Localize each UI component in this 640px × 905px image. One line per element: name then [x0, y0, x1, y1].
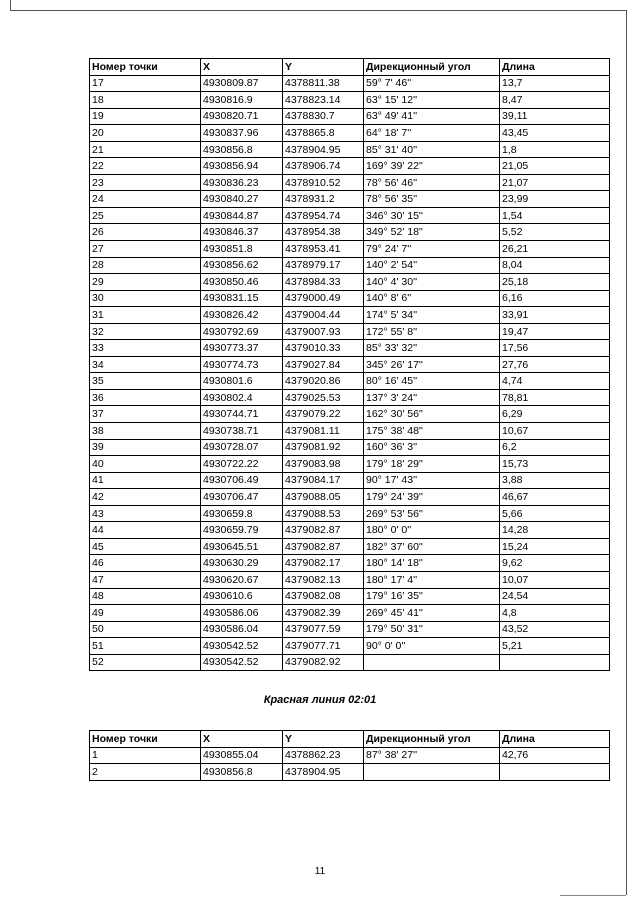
cell-length: 21,07	[500, 174, 610, 191]
cell-y: 4378954.38	[283, 224, 364, 241]
cell-length: 1,8	[500, 141, 610, 158]
cell-x: 4930816.9	[201, 92, 283, 109]
table-row	[90, 605, 610, 622]
cell-x: 4930846.37	[201, 224, 283, 241]
cell-x: 4930610.6	[201, 588, 283, 605]
cell-length: 78,81	[500, 389, 610, 406]
cell-bearing: 180° 0' 0''	[364, 522, 500, 539]
cell-y: 4379000.49	[283, 290, 364, 307]
cell-bearing: 179° 24' 39''	[364, 489, 500, 506]
cell-point-number: 29	[90, 274, 201, 291]
cell-y: 4378906.74	[283, 158, 364, 175]
cell-x: 4930645.51	[201, 538, 283, 555]
cell-x: 4930738.71	[201, 423, 283, 440]
cell-length: 43,45	[500, 125, 610, 142]
table-row	[90, 571, 610, 588]
cell-point-number: 23	[90, 174, 201, 191]
table-header-row	[90, 731, 610, 748]
table-row	[90, 108, 610, 125]
cell-y: 4379082.13	[283, 571, 364, 588]
table-row	[90, 75, 610, 92]
cell-bearing: 179° 16' 35''	[364, 588, 500, 605]
cell-point-number: 51	[90, 638, 201, 655]
cell-point-number: 37	[90, 406, 201, 423]
table-row	[90, 747, 610, 764]
cell-length: 10,67	[500, 423, 610, 440]
cell-x: 4930831.15	[201, 290, 283, 307]
cell-point-number: 39	[90, 439, 201, 456]
header-x: X	[201, 731, 283, 748]
cell-point-number: 17	[90, 75, 201, 92]
cell-point-number: 24	[90, 191, 201, 208]
scan-border-top	[10, 10, 626, 11]
cell-y: 4379082.87	[283, 538, 364, 555]
cell-length: 43,52	[500, 621, 610, 638]
cell-point-number: 20	[90, 125, 201, 142]
table-row	[90, 638, 610, 655]
cell-y: 4379081.92	[283, 439, 364, 456]
cell-y: 4379082.92	[283, 654, 364, 671]
cell-bearing: 179° 50' 31''	[364, 621, 500, 638]
cell-length: 4,74	[500, 373, 610, 390]
cell-point-number: 22	[90, 158, 201, 175]
cell-y: 4378954.74	[283, 207, 364, 224]
cell-x: 4930586.04	[201, 621, 283, 638]
cell-length: 42,76	[500, 747, 610, 764]
cell-point-number: 25	[90, 207, 201, 224]
cell-y: 4378953.41	[283, 241, 364, 258]
cell-bearing: 90° 17' 43''	[364, 472, 500, 489]
header-bearing: Дирекционный угол	[364, 731, 500, 748]
cell-x: 4930659.79	[201, 522, 283, 539]
cell-bearing	[364, 654, 500, 671]
cell-point-number: 36	[90, 389, 201, 406]
cell-y: 4379010.33	[283, 340, 364, 357]
table-row	[90, 764, 610, 781]
header-length: Длина	[500, 731, 610, 748]
cell-bearing: 180° 14' 18''	[364, 555, 500, 572]
cell-bearing: 78° 56' 35''	[364, 191, 500, 208]
table-row	[90, 307, 610, 324]
header-bearing: Дирекционный угол	[364, 59, 500, 76]
cell-x: 4930620.67	[201, 571, 283, 588]
cell-y: 4378811.38	[283, 75, 364, 92]
cell-length: 21,05	[500, 158, 610, 175]
cell-length: 14,28	[500, 522, 610, 539]
cell-length: 6,2	[500, 439, 610, 456]
cell-bearing: 182° 37' 60''	[364, 538, 500, 555]
cell-length: 8,47	[500, 92, 610, 109]
cell-y: 4378830.7	[283, 108, 364, 125]
cell-point-number: 38	[90, 423, 201, 440]
cell-length: 5,52	[500, 224, 610, 241]
cell-length: 9,62	[500, 555, 610, 572]
cell-bearing: 63° 15' 12''	[364, 92, 500, 109]
scan-border-left	[10, 0, 11, 10]
cell-length: 26,21	[500, 241, 610, 258]
cell-y: 4379082.08	[283, 588, 364, 605]
cell-point-number: 27	[90, 241, 201, 258]
cell-y: 4378862.23	[283, 747, 364, 764]
header-y: Y	[283, 731, 364, 748]
cell-bearing: 349° 52' 18''	[364, 224, 500, 241]
cell-bearing: 345° 26' 17''	[364, 356, 500, 373]
cell-y: 4378865.8	[283, 125, 364, 142]
cell-bearing: 140° 4' 30''	[364, 274, 500, 291]
cell-x: 4930801.6	[201, 373, 283, 390]
cell-y: 4379004.44	[283, 307, 364, 324]
cell-point-number: 48	[90, 588, 201, 605]
cell-x: 4930844.87	[201, 207, 283, 224]
cell-x: 4930856.8	[201, 141, 283, 158]
cell-length	[500, 654, 610, 671]
table-row	[90, 406, 610, 423]
cell-point-number: 34	[90, 356, 201, 373]
cell-x: 4930802.4	[201, 389, 283, 406]
table-row	[90, 472, 610, 489]
page-number: 11	[314, 866, 326, 877]
cell-bearing: 346° 30' 15''	[364, 207, 500, 224]
table-row	[90, 621, 610, 638]
cell-length: 39,11	[500, 108, 610, 125]
table-row	[90, 522, 610, 539]
cell-y: 4379083.98	[283, 456, 364, 473]
cell-y: 4379020.86	[283, 373, 364, 390]
cell-length: 15,73	[500, 456, 610, 473]
cell-point-number: 46	[90, 555, 201, 572]
table-row	[90, 125, 610, 142]
cell-y: 4379025.53	[283, 389, 364, 406]
cell-x: 4930837.96	[201, 125, 283, 142]
cell-y: 4379088.53	[283, 505, 364, 522]
cell-x: 4930586.06	[201, 605, 283, 622]
cell-x: 4930792.69	[201, 323, 283, 340]
cell-y: 4379084.17	[283, 472, 364, 489]
cell-bearing: 90° 0' 0''	[364, 638, 500, 655]
cell-bearing: 174° 5' 34''	[364, 307, 500, 324]
scan-border-right	[626, 10, 627, 895]
table-row	[90, 158, 610, 175]
table-row	[90, 356, 610, 373]
table-row	[90, 323, 610, 340]
cell-x: 4930706.47	[201, 489, 283, 506]
table-row	[90, 257, 610, 274]
cell-x: 4930856.94	[201, 158, 283, 175]
cell-y: 4379007.93	[283, 323, 364, 340]
table-row	[90, 207, 610, 224]
table-row	[90, 290, 610, 307]
cell-x: 4930856.8	[201, 764, 283, 781]
cell-length: 10,07	[500, 571, 610, 588]
cell-length: 3,88	[500, 472, 610, 489]
cell-point-number: 28	[90, 257, 201, 274]
cell-y: 4378979.17	[283, 257, 364, 274]
cell-bearing: 179° 18' 29''	[364, 456, 500, 473]
cell-bearing: 64° 18' 7''	[364, 125, 500, 142]
table-row	[90, 456, 610, 473]
cell-x: 4930774.73	[201, 356, 283, 373]
cell-point-number: 44	[90, 522, 201, 539]
cell-length: 5,66	[500, 505, 610, 522]
cell-x: 4930836.23	[201, 174, 283, 191]
cell-y: 4379027.84	[283, 356, 364, 373]
cell-length: 24,54	[500, 588, 610, 605]
table-row	[90, 555, 610, 572]
cell-length: 33,91	[500, 307, 610, 324]
cell-point-number: 47	[90, 571, 201, 588]
cell-x: 4930728.07	[201, 439, 283, 456]
cell-y: 4379077.59	[283, 621, 364, 638]
table-row	[90, 241, 610, 258]
table-header-row	[90, 59, 610, 76]
coordinates-table	[89, 58, 610, 671]
cell-y: 4378931.2	[283, 191, 364, 208]
cell-bearing: 172° 55' 8''	[364, 323, 500, 340]
table-row	[90, 191, 610, 208]
cell-y: 4379077.71	[283, 638, 364, 655]
cell-bearing: 137° 3' 24''	[364, 389, 500, 406]
cell-bearing: 162° 30' 56''	[364, 406, 500, 423]
table-row	[90, 274, 610, 291]
cell-bearing: 269° 53' 56''	[364, 505, 500, 522]
header-point-number: Номер точки	[90, 59, 201, 76]
cell-point-number: 35	[90, 373, 201, 390]
cell-length: 23,99	[500, 191, 610, 208]
cell-length: 6,16	[500, 290, 610, 307]
table-row	[90, 224, 610, 241]
header-y: Y	[283, 59, 364, 76]
cell-bearing: 59° 7' 46''	[364, 75, 500, 92]
table-row	[90, 538, 610, 555]
cell-x: 4930542.52	[201, 654, 283, 671]
cell-bearing: 85° 31' 40''	[364, 141, 500, 158]
cell-point-number: 42	[90, 489, 201, 506]
cell-length: 4,8	[500, 605, 610, 622]
cell-bearing: 140° 2' 54''	[364, 257, 500, 274]
table-row	[90, 340, 610, 357]
cell-point-number: 40	[90, 456, 201, 473]
cell-bearing: 169° 39' 22''	[364, 158, 500, 175]
header-x: X	[201, 59, 283, 76]
table-row	[90, 423, 610, 440]
cell-point-number: 45	[90, 538, 201, 555]
cell-y: 4379082.17	[283, 555, 364, 572]
table-row	[90, 588, 610, 605]
cell-point-number: 19	[90, 108, 201, 125]
red-line-table	[89, 730, 610, 781]
scan-border-bottom	[560, 895, 626, 896]
cell-y: 4378984.33	[283, 274, 364, 291]
cell-x: 4930840.27	[201, 191, 283, 208]
cell-y: 4379079.22	[283, 406, 364, 423]
cell-x: 4930826.42	[201, 307, 283, 324]
cell-bearing	[364, 764, 500, 781]
cell-x: 4930722.22	[201, 456, 283, 473]
cell-x: 4930630.29	[201, 555, 283, 572]
table-row	[90, 505, 610, 522]
cell-x: 4930850.46	[201, 274, 283, 291]
cell-point-number: 43	[90, 505, 201, 522]
section-title: Красная линия 02:01	[263, 694, 377, 706]
cell-y: 4378904.95	[283, 764, 364, 781]
cell-bearing: 80° 16' 45''	[364, 373, 500, 390]
cell-y: 4379081.11	[283, 423, 364, 440]
table-row	[90, 141, 610, 158]
cell-bearing: 140° 8' 6''	[364, 290, 500, 307]
cell-bearing: 85° 33' 32''	[364, 340, 500, 357]
header-point-number: Номер точки	[90, 731, 201, 748]
cell-x: 4930706.49	[201, 472, 283, 489]
cell-bearing: 63° 49' 41''	[364, 108, 500, 125]
cell-x: 4930851.8	[201, 241, 283, 258]
cell-x: 4930542.52	[201, 638, 283, 655]
header-length: Длина	[500, 59, 610, 76]
cell-length: 17,56	[500, 340, 610, 357]
cell-length: 8,04	[500, 257, 610, 274]
cell-y: 4379088.05	[283, 489, 364, 506]
cell-length: 15,24	[500, 538, 610, 555]
cell-point-number: 33	[90, 340, 201, 357]
cell-bearing: 175° 38' 48''	[364, 423, 500, 440]
cell-x: 4930855.04	[201, 747, 283, 764]
cell-bearing: 180° 17' 4''	[364, 571, 500, 588]
cell-bearing: 269° 45' 41''	[364, 605, 500, 622]
cell-point-number: 31	[90, 307, 201, 324]
cell-x: 4930856.62	[201, 257, 283, 274]
cell-point-number: 41	[90, 472, 201, 489]
cell-y: 4379082.39	[283, 605, 364, 622]
cell-length: 25,18	[500, 274, 610, 291]
cell-length: 6,29	[500, 406, 610, 423]
cell-point-number: 2	[90, 764, 201, 781]
table-row	[90, 174, 610, 191]
cell-length: 46,67	[500, 489, 610, 506]
cell-y: 4378910.52	[283, 174, 364, 191]
table-row	[90, 654, 610, 671]
cell-y: 4379082.87	[283, 522, 364, 539]
cell-x: 4930820.71	[201, 108, 283, 125]
cell-bearing: 87° 38' 27''	[364, 747, 500, 764]
table-row	[90, 439, 610, 456]
cell-length: 27,76	[500, 356, 610, 373]
cell-point-number: 50	[90, 621, 201, 638]
cell-point-number: 21	[90, 141, 201, 158]
cell-point-number: 52	[90, 654, 201, 671]
cell-bearing: 79° 24' 7''	[364, 241, 500, 258]
cell-bearing: 160° 36' 3''	[364, 439, 500, 456]
table-row	[90, 92, 610, 109]
cell-y: 4378823.14	[283, 92, 364, 109]
table-row	[90, 489, 610, 506]
cell-x: 4930659.8	[201, 505, 283, 522]
table-row	[90, 389, 610, 406]
cell-point-number: 30	[90, 290, 201, 307]
cell-x: 4930809.87	[201, 75, 283, 92]
cell-x: 4930773.37	[201, 340, 283, 357]
cell-point-number: 32	[90, 323, 201, 340]
cell-length: 13,7	[500, 75, 610, 92]
cell-y: 4378904.95	[283, 141, 364, 158]
cell-length	[500, 764, 610, 781]
cell-length: 1,54	[500, 207, 610, 224]
cell-point-number: 18	[90, 92, 201, 109]
cell-point-number: 26	[90, 224, 201, 241]
cell-length: 19,47	[500, 323, 610, 340]
cell-x: 4930744.71	[201, 406, 283, 423]
cell-length: 5,21	[500, 638, 610, 655]
table-row	[90, 373, 610, 390]
cell-bearing: 78° 56' 46''	[364, 174, 500, 191]
cell-point-number: 49	[90, 605, 201, 622]
cell-point-number: 1	[90, 747, 201, 764]
